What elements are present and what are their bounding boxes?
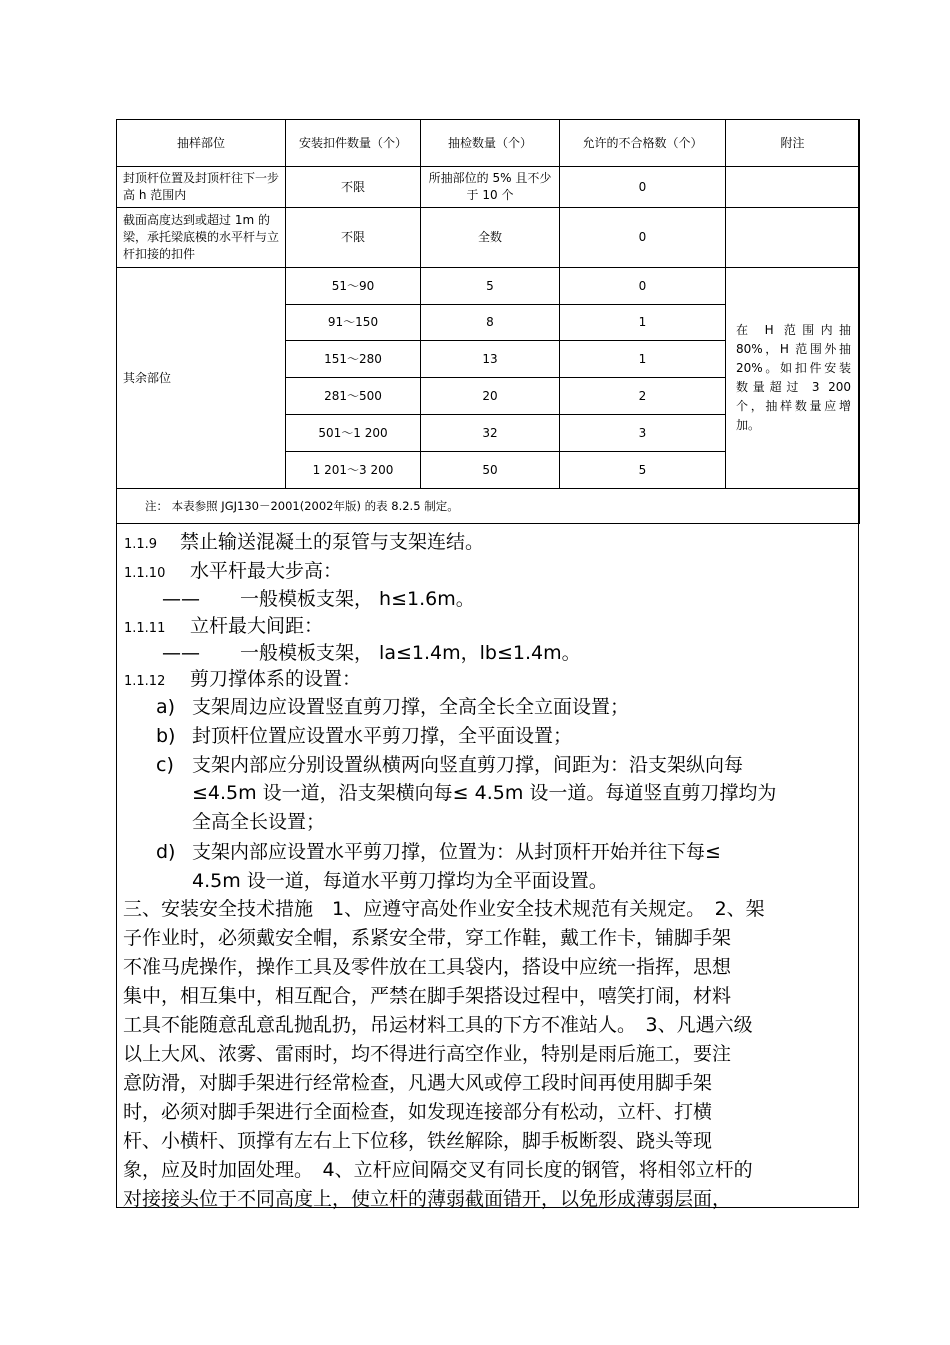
remark-line: 数量超过 3 200: [736, 380, 851, 394]
check-cell: 全数: [421, 208, 560, 268]
other-part-cell: 其余部位: [117, 268, 286, 489]
remark-cell: [726, 167, 860, 208]
item-continuation: 全高全长设置；: [192, 811, 326, 833]
table-header-row: [117, 120, 860, 167]
paragraph-line: 子作业时，必须戴安全帽，系紧安全带，穿工作鞋，戴工作卡，铺脚手架: [123, 927, 732, 949]
item-text: 支架内部应设置水平剪刀撑，位置为：从封顶杆开始并往下每≤: [192, 841, 721, 863]
item-text: 一般模板支架， h≤1.6m。: [240, 588, 475, 610]
header-cell: 附注: [726, 120, 860, 167]
item-text: 一般模板支架， la≤1.4m，lb≤1.4m。: [240, 642, 581, 664]
remark-line: 在 H 范围内抽: [736, 323, 851, 337]
item-row: [156, 724, 572, 748]
remark-line: 个，抽样数量应增: [736, 399, 851, 413]
remark-line: 20%。如扣件安装: [736, 361, 851, 375]
install-cell: 不限: [286, 208, 421, 268]
paragraph-line: 时，必须对脚手架进行全面检查，如发现连接部分有松动，立杆、打横: [123, 1101, 713, 1123]
item-text: 封顶杆位置应设置水平剪刀撑，全平面设置；: [192, 725, 573, 747]
item-text: 剪刀撑体系的设置：: [190, 668, 362, 690]
allowed-cell: 2: [560, 378, 726, 415]
item-row: [156, 753, 743, 777]
section-three: [123, 895, 853, 1214]
item-letter: a): [156, 696, 176, 718]
item-text: 支架周边应设置竖直剪刀撑，全高全长全立面设置；: [192, 696, 630, 718]
paragraph-line: 杆、小横杆、顶撑有左右上下位移，铁丝解除，脚手板断裂、跷头等现: [123, 1130, 713, 1152]
item-text: 支架内部应分别设置纵横两向竖直剪刀撑，间距为：沿支架纵向每: [192, 754, 744, 776]
paragraph-line: 意防滑，对脚手架进行经常检查，凡遇大风或停工段时间再使用脚手架: [123, 1072, 713, 1094]
item-text: 立杆最大间距：: [190, 615, 324, 637]
paragraph-line: 对接接头位于不同高度上，使立杆的薄弱截面错开，以免形成薄弱层面，: [123, 1188, 732, 1210]
allowed-cell: 5: [560, 452, 726, 489]
paragraph-line: 以上大风、浓雾、雷雨时，均不得进行高空作业，特别是雨后施工，要注: [123, 1043, 732, 1065]
item-row: [156, 840, 721, 864]
allowed-cell: 1: [560, 305, 726, 341]
item-number: 1.1.10: [124, 566, 166, 581]
allowed-cell: 0: [560, 167, 726, 208]
item-text: 禁止输送混凝土的泵管与支架连结。: [180, 531, 485, 553]
allowed-cell: 1: [560, 341, 726, 378]
paragraph-line: 象，应及时加固处理。 4、立杆应间隔交叉有同长度的钢管，将相邻立杆的: [123, 1159, 753, 1181]
check-cell: 50: [421, 452, 560, 489]
header-cell: 抽检数量（个）: [421, 120, 560, 167]
item-row: [124, 530, 484, 557]
allowed-cell: 0: [560, 208, 726, 268]
table-row: [117, 208, 860, 268]
item-letter: b): [156, 725, 176, 747]
allowed-cell: 3: [560, 415, 726, 452]
check-cell: 20: [421, 378, 560, 415]
item-text: 水平杆最大步高：: [190, 560, 343, 582]
sampling-table: [116, 119, 860, 524]
header-cell: 安装扣件数量（个）: [286, 120, 421, 167]
item-continuation: ≤4.5m 设一道，沿支架横向每≤ 4.5m 设一道。每道竖直剪刀撑均为: [192, 782, 777, 804]
check-cell: 8: [421, 305, 560, 341]
item-row: [124, 614, 323, 641]
item-row: [156, 695, 629, 719]
item-dash: ——: [162, 588, 200, 610]
table-row: [117, 268, 860, 305]
item-number: 1.1.9: [124, 537, 158, 552]
item-dash: ——: [162, 642, 200, 664]
install-cell: 151～280: [286, 341, 421, 378]
paragraph-line: 三、安装安全技术措施 1、应遵守高处作业安全技术规范有关规定。 2、架: [123, 898, 765, 920]
item-row: [124, 559, 342, 586]
header-cell: 抽样部位: [117, 120, 286, 167]
header-cell: 允许的不合格数（个）: [560, 120, 726, 167]
install-cell: 51～90: [286, 268, 421, 305]
table-note-row: [117, 489, 860, 524]
remark-line: 加。: [736, 418, 761, 432]
check-cell: 13: [421, 341, 560, 378]
paragraph-line: 不准马虎操作，操作工具及零件放在工具袋内，搭设中应统一指挥，思想: [123, 956, 732, 978]
other-remark-cell: [726, 268, 860, 489]
part-cell: 截面高度达到或超过 1m 的梁，承托梁底模的水平杆与立杆扣接的扣件: [117, 208, 286, 268]
allowed-cell: 0: [560, 268, 726, 305]
paragraph-line: 集中，相互集中，相互配合，严禁在脚手架搭设过程中，嘻笑打闹，材料: [123, 985, 732, 1007]
item-number: 1.1.12: [124, 674, 166, 689]
item-row: [162, 641, 581, 665]
item-letter: d): [156, 841, 176, 863]
item-row: [162, 587, 475, 611]
check-cell: 所抽部位的 5% 且不少于 10 个: [421, 167, 560, 208]
install-cell: 91～150: [286, 305, 421, 341]
install-cell: 281～500: [286, 378, 421, 415]
remark-cell: [726, 208, 860, 268]
item-number: 1.1.11: [124, 621, 166, 636]
part-cell: 封顶杆位置及封顶杆往下一步高 h 范围内: [117, 167, 286, 208]
install-cell: 501～1 200: [286, 415, 421, 452]
item-row: [124, 667, 361, 694]
paragraph-line: 工具不能随意乱意乱抛乱扔，吊运材料工具的下方不准站人。 3、凡遇六级: [123, 1014, 753, 1036]
table-note: 注： 本表参照 JGJ130－2001(2002年版) 的表 8.2.5 制定。: [117, 489, 860, 524]
item-letter: c): [156, 754, 174, 776]
install-cell: 1 201～3 200: [286, 452, 421, 489]
item-continuation: 4.5m 设一道，每道水平剪刀撑均为全平面设置。: [192, 870, 608, 892]
install-cell: 不限: [286, 167, 421, 208]
table-row: [117, 167, 860, 208]
check-cell: 5: [421, 268, 560, 305]
check-cell: 32: [421, 415, 560, 452]
remark-line: 80%，H 范围外抽: [736, 342, 851, 356]
